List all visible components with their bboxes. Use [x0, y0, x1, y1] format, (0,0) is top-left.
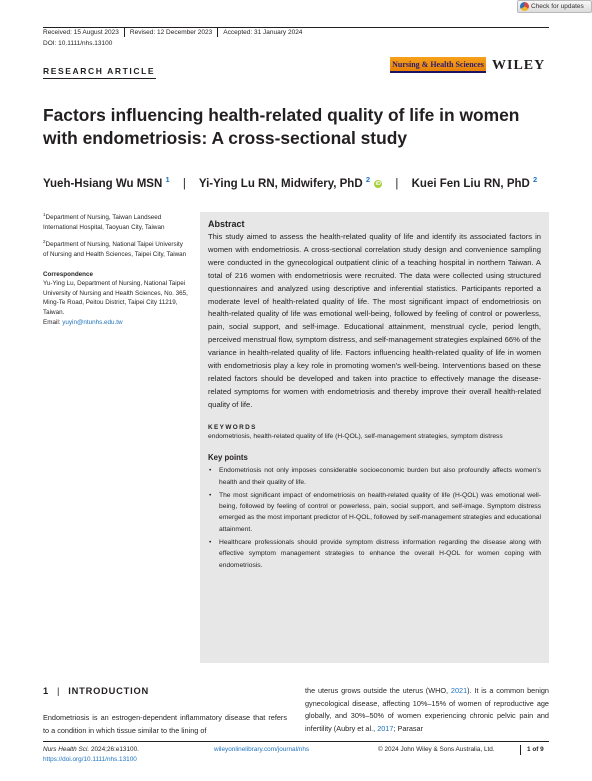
key-points-list — [208, 465, 541, 571]
footer-volume: 2024;26:e13100. — [89, 746, 139, 753]
publisher-logo: WILEY — [492, 58, 546, 73]
key-point-item: • The most significant impact of endometriosis on health-related quality of life (H-QOL) was emotional well-being, followed by feeling of control or powerless, pain, social support, and self-image. Symptom distress emerged as the most important predictor of H-QOL, followed by self-management strategies and educational attainment. — [208, 490, 541, 536]
introduction-text-right: the uterus grows outside the uterus (WHO, 2021). It is a common benign gynecological disease, affecting 10%–15% of women of reproductive age globally, and 30%–50% of women experiencing chronic pelvic pain and infertility (Aubry et al., 2017; Parasar — [305, 686, 549, 734]
page-number: 1 of 9 — [520, 745, 544, 755]
keywords-heading: KEYWORDS — [208, 423, 257, 431]
citation-link[interactable]: 2021 — [450, 686, 468, 695]
key-point-item: • Healthcare professionals should provide symptom distress information regarding the disease along with effective symptom management strategies to enhance the overall H-QOL for women coping with endometriosis. — [208, 537, 541, 571]
affiliation: $^2$Department of Nursing, National Taipei University of Nursing and Health Sciences, Taipei City, Taiwan — [43, 239, 187, 258]
correspondence-text: Yu-Ying Lu, Department of Nursing, National Taipei University of Nursing and Health Sciences, No. 365, Ming-Te Road, Peitou District, Taipei City 11219, Taiwan. Email: yuyin@ntunhs.edu.tw — [43, 280, 188, 326]
author-affiliation-mark[interactable]: 2 — [533, 175, 538, 184]
article-dates — [43, 27, 549, 37]
section-number: 1 — [43, 686, 49, 696]
journal-logo: Nursing & Health Sciences — [390, 57, 486, 73]
article-title: Factors influencing health-related quality of life in women with endometriosis: A cross-sectional study — [43, 105, 520, 148]
check-for-updates-button[interactable] — [517, 0, 592, 13]
author-name[interactable]: Yueh-Hsiang Wu MSN — [43, 177, 163, 190]
key-points-heading: Key points — [208, 453, 248, 463]
check-for-updates-label: Check for updates — [531, 3, 584, 10]
key-point-item: • Endometriosis not only imposes considerable socioeconomic burden but also profoundly affects women's health and their quality of life. — [208, 465, 541, 488]
affiliation: $^1$Department of Nursing, Taiwan Landseed International Hospital, Taoyuan City, Taiwan — [43, 212, 165, 231]
author-name[interactable]: Kuei Fen Liu RN, PhD — [411, 177, 530, 190]
author-separator: | — [395, 177, 399, 190]
received-date: Received: 15 August 2023 — [43, 29, 119, 36]
abstract-body: This study aimed to assess the health-related quality of life and identify its associated factors in women with endometriosis. A cross-sectional correlation study design and convenience sampling were conducted in the gynecological outpatient clinic of a teaching hospital in northern Taiwan. A total of 216 women with endometriosis were recruited. The data were collected using structured questionnaires and analyzed using descriptive and inferential statistics. Participants reported a moderate level of health-related quality of life. The most significant impact of endometriosis on health-related quality of life was emotional well-being, followed by feeling of control or powerless, pain, social support, and self-image. Educational attainment, menstrual cycle, period length, perceived menstrual flow, symptom distress, and self-management strategies explained 66% of the variance in health-related quality of life. Factors influencing health-related quality of life in women with endometriosis play a key role in promoting women's well-being. Interventions based on these related factors should be developed and taken into practice to effectively manage the disease-related symptoms for women with endometriosis and thereby improve their overall health-related quality of life. — [208, 232, 541, 409]
article-doi: DOI: 10.1111/nhs.13100 — [43, 40, 113, 47]
author-affiliation-mark[interactable]: 2 — [365, 175, 371, 184]
affiliations-column — [43, 210, 189, 332]
author-list — [43, 172, 563, 192]
accepted-date: Accepted: 31 January 2024 — [217, 28, 307, 37]
author-separator: | — [182, 177, 186, 190]
footer-copyright: © 2024 John Wiley & Sons Australia, Ltd. — [378, 746, 495, 753]
introduction-heading — [43, 685, 149, 697]
section-separator: | — [56, 686, 61, 696]
revised-date: Revised: 12 December 2023 — [124, 28, 217, 37]
orcid-icon[interactable]: iD — [375, 180, 381, 187]
footer-journal: Nurs Health Sci. — [43, 746, 90, 753]
citation-link[interactable]: 2017 — [377, 724, 394, 734]
abstract-heading: Abstract — [208, 219, 245, 229]
keywords-body: endometriosis, health-related quality of life (H-QOL), self-management strategies, symptom distress — [208, 432, 503, 440]
introduction-text-left: Endometriosis is an estrogen-dependent inflammatory disease that refers to a condition in which tissue similar to the lining of — [43, 713, 287, 735]
footer-doi-link[interactable]: https://doi.org/10.1111/nhs.13100 — [43, 756, 137, 763]
article-type: RESEARCH ARTICLE — [43, 66, 156, 76]
article-type-rule — [43, 78, 156, 79]
crossmark-icon — [520, 2, 529, 11]
author-name[interactable]: Yi-Ying Lu RN, Midwifery, PhD — [198, 177, 363, 190]
footer-journal-link[interactable]: wileyonlinelibrary.com/journal/nhs — [214, 746, 310, 753]
correspondence-email-link[interactable]: yuyin@ntunhs.edu.tw — [62, 318, 123, 326]
footer-citation — [43, 745, 139, 755]
author-affiliation-mark[interactable]: 1 — [165, 175, 170, 184]
section-title: INTRODUCTION — [68, 686, 150, 696]
correspondence-heading: Correspondence — [43, 270, 94, 278]
footer-rule — [43, 741, 549, 742]
abstract-box — [200, 212, 549, 663]
